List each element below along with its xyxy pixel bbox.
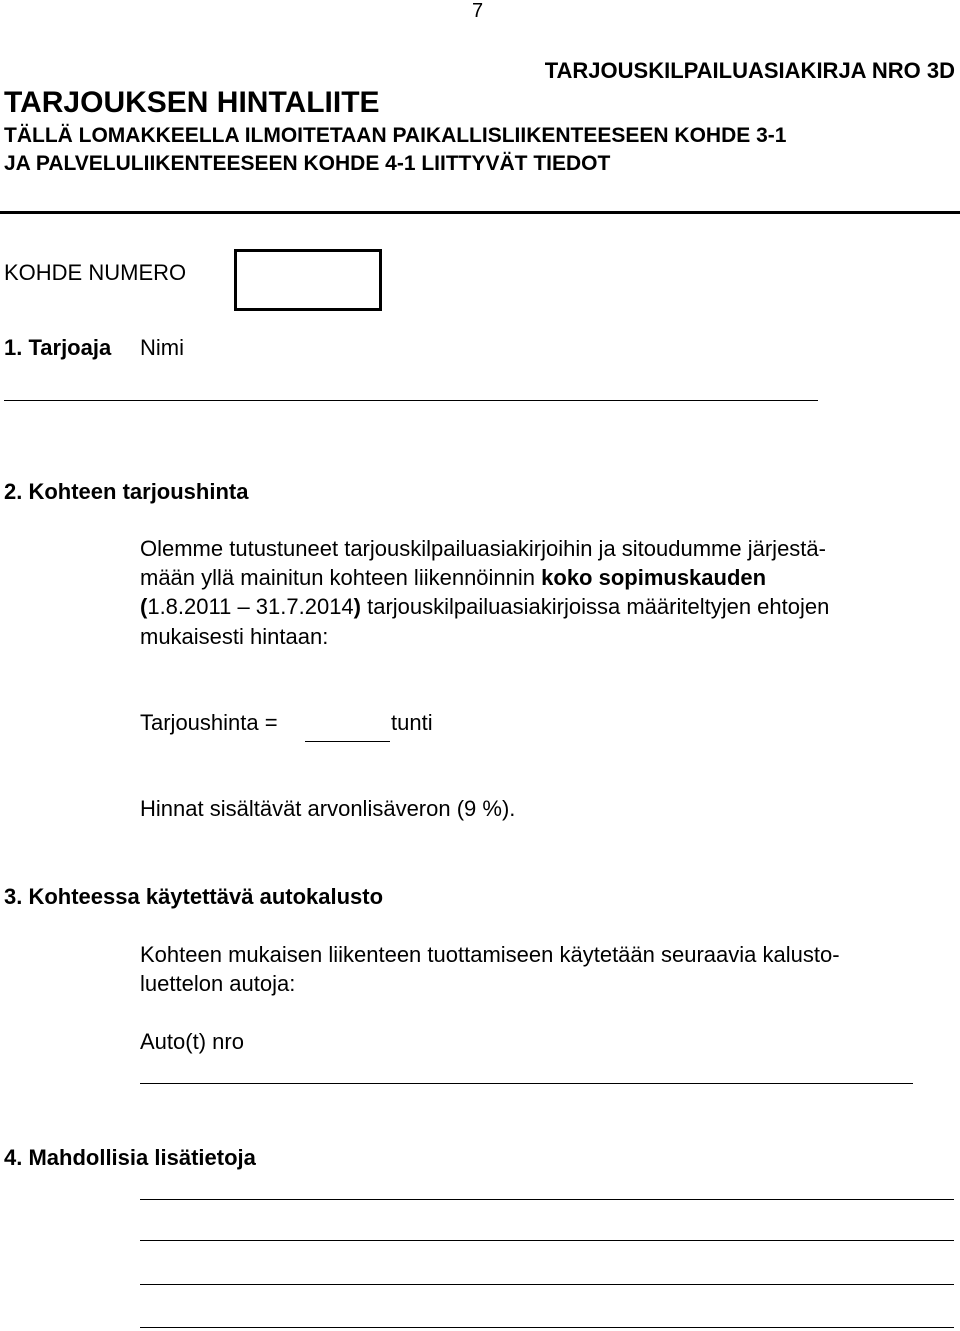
paragraph-line-1: Olemme tutustuneet tarjouskilpailuasiakirjoihin ja sitoudumme järjestä- bbox=[140, 536, 826, 561]
lisatietoja-field-line[interactable] bbox=[140, 1327, 954, 1328]
tarjoushinta-field-line[interactable] bbox=[305, 741, 390, 742]
paragraph-line-3 bbox=[140, 594, 829, 620]
tarjoushinta-label: Tarjoushinta = bbox=[140, 710, 278, 735]
kohde-numero-label: KOHDE NUMERO bbox=[4, 260, 187, 285]
price-unit: tunti bbox=[391, 710, 433, 735]
close-paren: ) bbox=[353, 594, 361, 619]
document-reference: TARJOUSKILPAILUASIAKIRJA NRO 3D bbox=[544, 58, 955, 83]
header-divider bbox=[0, 211, 960, 214]
lisatietoja-field-line[interactable] bbox=[140, 1240, 954, 1241]
page-title: TARJOUKSEN HINTALIITE bbox=[4, 86, 380, 119]
contract-period-emphasis: koko sopimuskauden bbox=[541, 565, 767, 590]
page-number: 7 bbox=[472, 0, 484, 22]
section-4-heading: 4. Mahdollisia lisätietoja bbox=[4, 1145, 256, 1170]
section-1-heading: 1. Tarjoaja bbox=[4, 335, 112, 360]
auto-nro-field-line[interactable] bbox=[140, 1083, 913, 1084]
paragraph-text: tarjouskilpailuasiakirjoissa määriteltyjen ehtojen bbox=[361, 594, 830, 619]
paragraph-line-4: mukaisesti hintaan: bbox=[140, 624, 329, 649]
nimi-label: Nimi bbox=[140, 335, 184, 360]
paragraph-line-2 bbox=[140, 565, 766, 591]
nimi-field-line[interactable] bbox=[4, 400, 818, 401]
lisatietoja-field-line[interactable] bbox=[140, 1284, 954, 1285]
section-3-heading: 3. Kohteessa käytettävä autokalusto bbox=[4, 884, 384, 909]
contract-dates: 1.8.2011 – 31.7.2014 bbox=[147, 594, 354, 619]
kohde-numero-field[interactable] bbox=[234, 249, 382, 311]
section-2-heading: 2. Kohteen tarjoushinta bbox=[4, 479, 249, 504]
lisatietoja-field-line[interactable] bbox=[140, 1199, 954, 1200]
section-3-text-line-1: Kohteen mukaisen liikenteen tuottamiseen käytetään seuraavia kalusto- bbox=[140, 942, 840, 967]
subtitle-line-1: TÄLLÄ LOMAKKEELLA ILMOITETAAN PAIKALLISLIIKENTEESEEN KOHDE 3-1 bbox=[4, 124, 787, 147]
vat-note: Hinnat sisältävät arvonlisäveron (9 %). bbox=[140, 796, 516, 821]
section-3-text-line-2: luettelon autoja: bbox=[140, 971, 296, 996]
auto-nro-label: Auto(t) nro bbox=[140, 1029, 244, 1054]
subtitle-line-2: JA PALVELULIIKENTEESEEN KOHDE 4-1 LIITTYVÄT TIEDOT bbox=[4, 152, 611, 175]
paragraph-text: mään yllä mainitun kohteen liikennöinnin bbox=[140, 565, 542, 590]
open-paren: ( bbox=[140, 594, 148, 619]
